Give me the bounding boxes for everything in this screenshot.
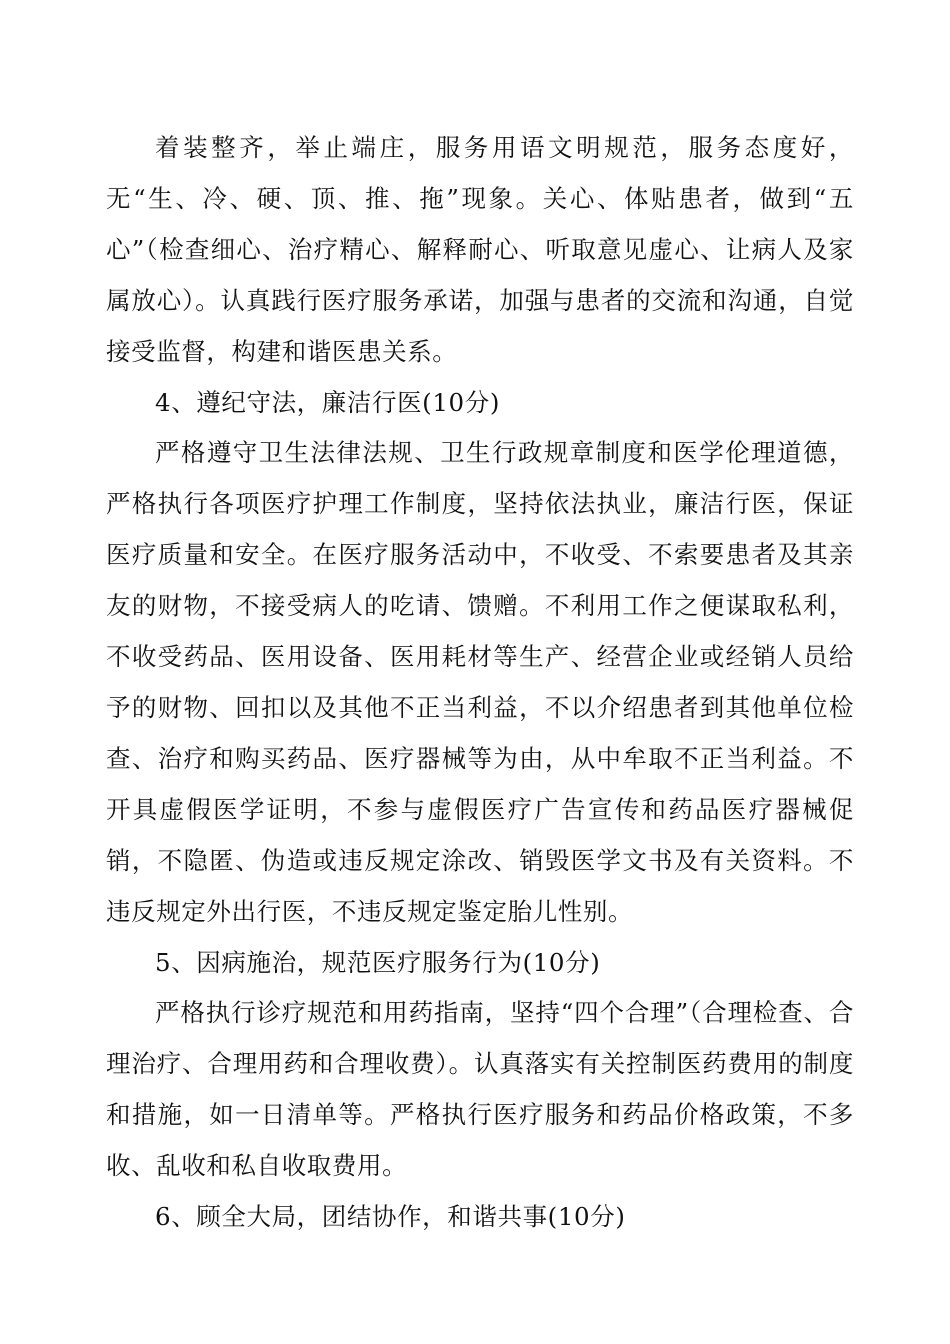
heading-section-4: 4、遵纪守法，廉洁行医(10分) [155, 387, 500, 417]
heading-section-6: 6、顾全大局，团结协作，和谐共事(10分) [155, 1202, 626, 1232]
paragraph-service-attitude: 着装整齐，举止端庄，服务用语文明规范，服务态度好，无“生、冷、硬、顶、推、拖”现象。关心、体贴患者，做到“五心”（检查细心、治疗精心、解释耐心、听取意见虚心、让病人及家属放心）。认真践行医疗服务承诺，加强与患者的交流和沟通，自觉接受监督，构建和谐医患关系。 [106, 133, 854, 366]
document-body [106, 123, 854, 1243]
heading-section-5: 5、因病施治，规范医疗服务行为(10分) [155, 947, 601, 977]
paragraph-section-5: 严格执行诊疗规范和用药指南，坚持“四个合理”（合理检查、合理治疗、合理用药和合理收费）。认真落实有关控制医药费用的制度和措施，如一日清单等。严格执行医疗服务和药品价格政策，不多收、乱收和私自收取费用。 [106, 998, 854, 1181]
paragraph-section-4: 严格遵守卫生法律法规、卫生行政规章制度和医学伦理道德，严格执行各项医疗护理工作制度，坚持依法执业，廉洁行医，保证医疗质量和安全。在医疗服务活动中，不收受、不索要患者及其亲友的财物，不接受病人的吃请、馈赠。不利用工作之便谋取私利，不收受药品、医用设备、医用耗材等生产、经营企业或经销人员给予的财物、回扣以及其他不正当利益，不以介绍患者到其他单位检查、治疗和购买药品、医疗器械等为由，从中牟取不正当利益。不开具虚假医学证明，不参与虚假医疗广告宣传和药品医疗器械促销，不隐匿、伪造或违反规定涂改、销毁医学文书及有关资料。不违反规定外出行医，不违反规定鉴定胎儿性别。 [106, 438, 854, 926]
